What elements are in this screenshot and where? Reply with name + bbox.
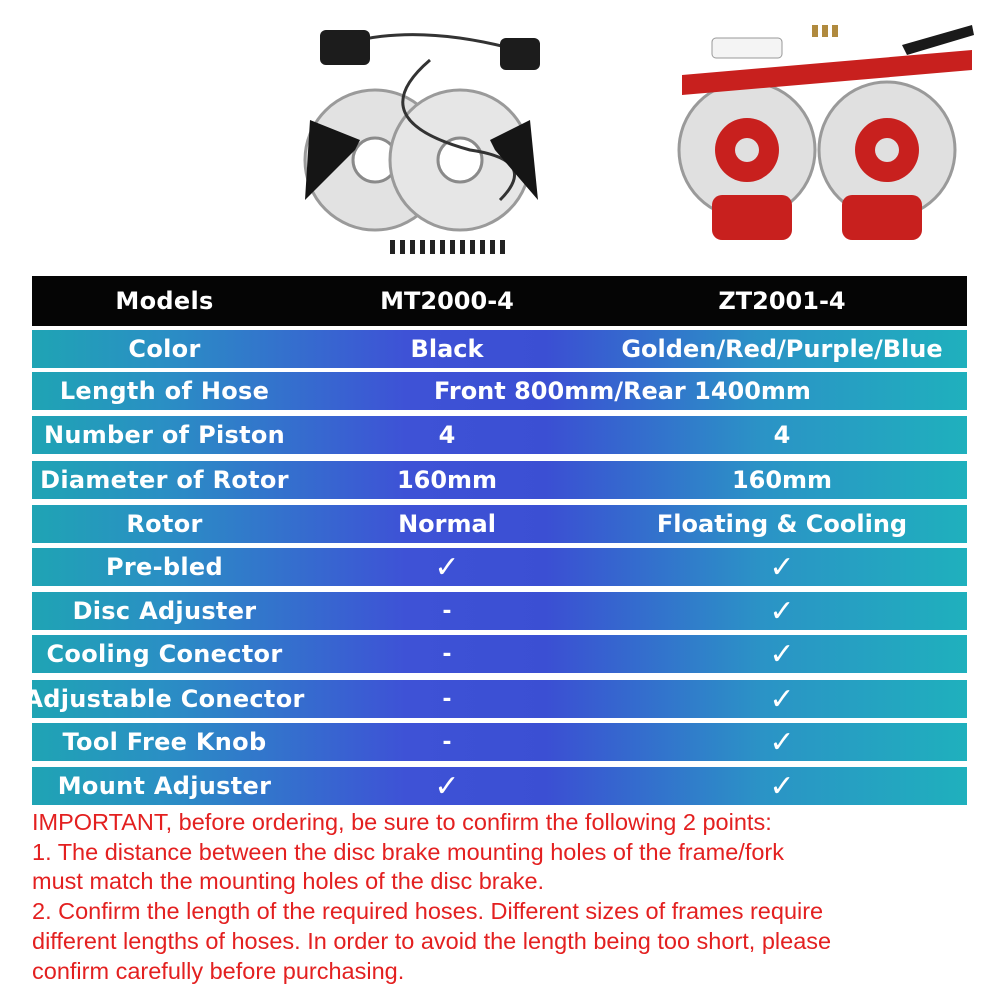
- table-row-cooling-conector: [32, 635, 967, 673]
- check-icon: ✓: [769, 681, 795, 717]
- check-icon: ✓: [769, 593, 795, 629]
- dash-mark: -: [442, 641, 452, 667]
- row-label: Disc Adjuster: [72, 597, 257, 625]
- important-notice: [32, 808, 982, 986]
- table-row-pre-bled: [32, 548, 967, 586]
- check-icon: ✓: [769, 768, 795, 804]
- dash-mark: -: [442, 729, 452, 755]
- check-icon: ✓: [434, 768, 460, 804]
- table-row-disc-adjuster: [32, 592, 967, 630]
- model-mt2000-4: MT2000-4: [380, 287, 514, 315]
- table-row-adjustable-conector: [24, 680, 967, 718]
- table-row-rotor: [32, 505, 967, 543]
- row-value-shared: Front 800mm/Rear 1400mm: [434, 377, 811, 405]
- row-label: Rotor: [126, 510, 203, 538]
- row-label: Color: [128, 335, 201, 363]
- check-icon: ✓: [769, 724, 795, 760]
- row-value-zt2001: 160mm: [731, 466, 833, 494]
- row-value-mt2000: Normal: [398, 510, 496, 538]
- table-row-color: [32, 330, 967, 368]
- notice-line: different lengths of hoses. In order to avoid the length being too short, please: [32, 927, 832, 954]
- red-brake-kit-photo: [672, 0, 977, 265]
- table-header-row: [32, 276, 967, 326]
- notice-line: must match the mounting holes of the disc brake.: [32, 868, 545, 895]
- model-zt2001-4: ZT2001-4: [718, 287, 846, 315]
- table-row-length-of-hose: [32, 372, 967, 410]
- notice-line: confirm carefully before purchasing.: [32, 957, 405, 984]
- row-value-zt2001: 4: [773, 421, 791, 449]
- dash-mark: -: [442, 686, 452, 712]
- row-label: Tool Free Knob: [62, 728, 267, 756]
- row-value-zt2001: Floating & Cooling: [656, 510, 908, 538]
- check-icon: ✓: [769, 549, 795, 585]
- row-label: Cooling Conector: [46, 640, 283, 668]
- row-value-mt2000: 4: [438, 421, 456, 449]
- table-row-tool-free-knob: [32, 723, 967, 761]
- check-icon: ✓: [434, 549, 460, 585]
- table-row-number-of-piston: [32, 416, 967, 454]
- row-label: Length of Hose: [59, 377, 270, 405]
- row-value-zt2001: Golden/Red/Purple/Blue: [621, 335, 943, 363]
- notice-line: 1. The distance between the disc brake mounting holes of the frame/fork: [32, 838, 784, 865]
- black-brake-kit-photo: [300, 0, 540, 265]
- row-label: Number of Piston: [43, 421, 286, 449]
- row-label: Adjustable Conector: [24, 685, 305, 713]
- row-value-mt2000: 160mm: [396, 466, 498, 494]
- table-row-mount-adjuster: [32, 767, 967, 805]
- dash-mark: -: [442, 598, 452, 624]
- table-row-diameter-of-rotor: [32, 461, 967, 499]
- row-label: Pre-bled: [106, 553, 223, 581]
- row-label: Diameter of Rotor: [40, 466, 289, 494]
- notice-line: 2. Confirm the length of the required hoses. Different sizes of frames require: [32, 898, 824, 925]
- row-value-mt2000: Black: [410, 335, 484, 363]
- notice-line: IMPORTANT, before ordering, be sure to confirm the following 2 points:: [32, 809, 772, 835]
- row-label: Mount Adjuster: [57, 772, 272, 800]
- check-icon: ✓: [769, 636, 795, 672]
- models-label: Models: [115, 287, 214, 315]
